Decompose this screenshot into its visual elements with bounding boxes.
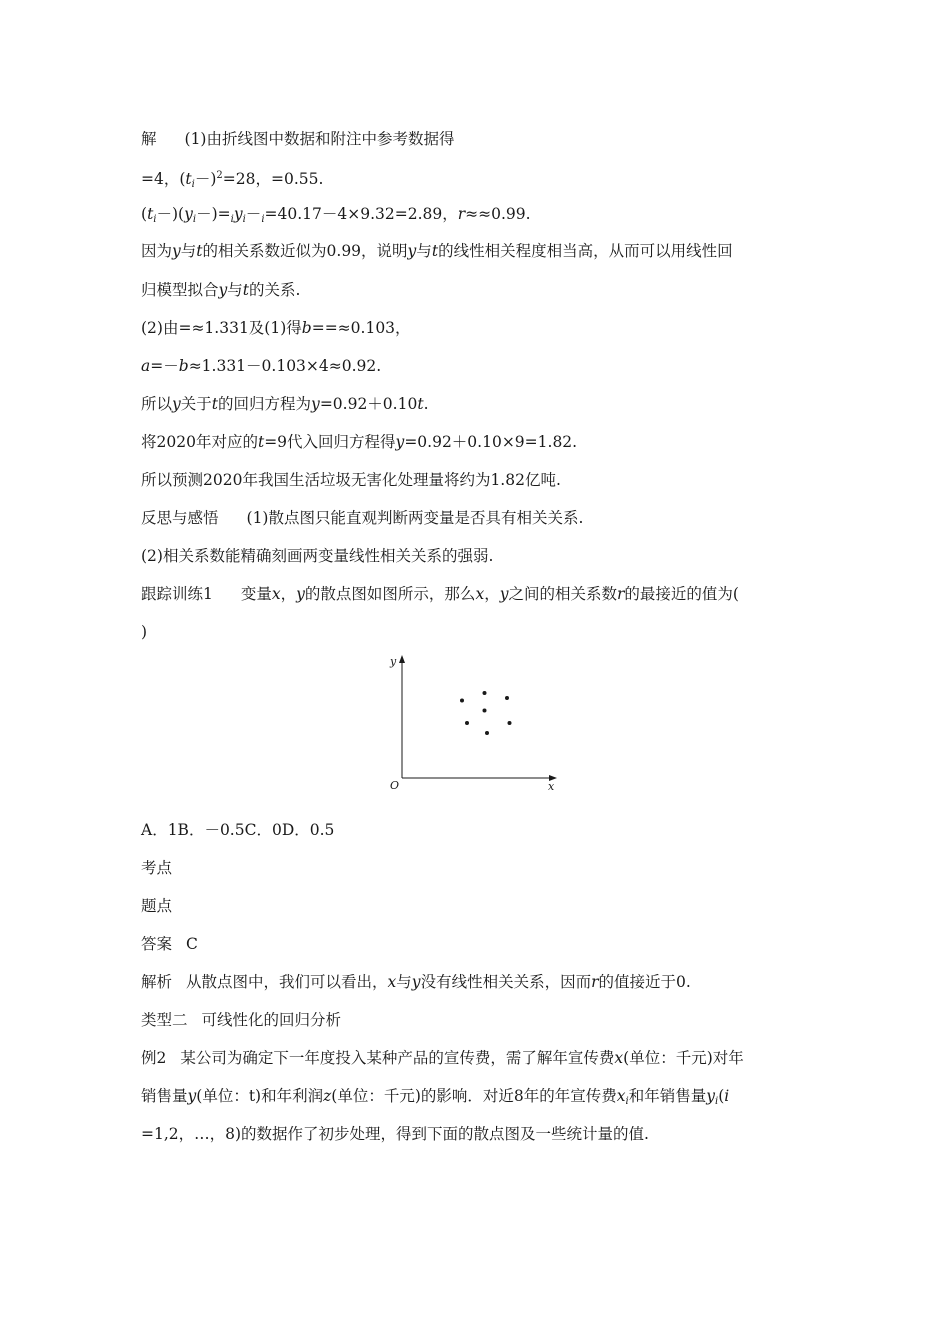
text-span: ， bbox=[280, 585, 297, 603]
example2-line-2 bbox=[141, 1085, 821, 1113]
exercise-line-2 bbox=[141, 621, 821, 643]
solution-line-3 bbox=[141, 203, 821, 231]
scatter-point-6 bbox=[485, 731, 489, 735]
text-span: 没有线性相关关系，因而 bbox=[420, 973, 592, 991]
text-span: 的值接近于0. bbox=[598, 973, 691, 991]
text-span: y bbox=[184, 205, 193, 223]
text-span: 与 bbox=[396, 973, 412, 991]
text-span: 因为 bbox=[141, 242, 173, 260]
text-span: 某公司为确定下一年度投入某种产品的宣传费，需了解年宣传费 bbox=[180, 1049, 615, 1067]
text-span: 例2 bbox=[141, 1049, 167, 1067]
text-span: 所以 bbox=[141, 395, 173, 413]
text-span: 的线性相关程度相当高，从而可以用线性回 bbox=[438, 242, 733, 260]
text-span: ==≈0.103， bbox=[311, 319, 411, 337]
solution-line-7 bbox=[141, 355, 821, 377]
text-span: ) bbox=[141, 623, 148, 641]
text-span: 销售量 bbox=[141, 1087, 188, 1105]
text-span: y bbox=[172, 242, 181, 260]
text-span: C bbox=[186, 935, 198, 953]
text-span: i bbox=[192, 214, 197, 225]
text-span: 变量 bbox=[240, 585, 272, 603]
origin-label: O bbox=[390, 779, 400, 792]
text-span: 的相关系数近似为0.99，说明 bbox=[202, 242, 408, 260]
text-span: (2)由=≈1.331及(1)得 bbox=[141, 319, 302, 337]
text-span: 将2020年对应的 bbox=[141, 433, 258, 451]
solution-line-6 bbox=[141, 317, 821, 339]
text-span: 2 bbox=[216, 170, 223, 181]
text-span: =28，=0.55. bbox=[222, 170, 324, 188]
example2-line-1 bbox=[141, 1047, 821, 1069]
text-span: 与 bbox=[227, 281, 243, 299]
text-span: y bbox=[395, 433, 405, 451]
scatter-plot bbox=[380, 652, 570, 798]
text-span: 所以预测2020年我国生活垃圾无害化处理量将约为1.82亿吨. bbox=[141, 471, 561, 489]
text-span: t bbox=[417, 395, 424, 413]
text-span: i bbox=[230, 214, 234, 225]
text-span: z bbox=[323, 1087, 332, 1105]
text-span: y bbox=[311, 395, 320, 413]
text-span: b bbox=[301, 319, 312, 337]
text-span: t bbox=[196, 242, 203, 260]
text-span: 的关系. bbox=[249, 281, 301, 299]
text-span: ， bbox=[484, 585, 500, 603]
text-span: ( bbox=[141, 205, 148, 223]
text-span: =0.92＋0.10×9=1.82. bbox=[404, 433, 578, 451]
text-span: 反思与感悟 bbox=[141, 509, 219, 527]
text-span: i bbox=[153, 214, 157, 225]
text-span: (1)由折线图中数据和附注中参考数据得 bbox=[184, 130, 455, 148]
scatter-points bbox=[460, 691, 512, 735]
scatter-point-7 bbox=[508, 721, 512, 725]
text-span: (1)散点图只能直观判断两变量是否具有相关关系. bbox=[246, 509, 584, 527]
text-span: y bbox=[172, 395, 181, 413]
text-span: ( bbox=[718, 1087, 725, 1105]
text-span: 解 bbox=[141, 130, 157, 148]
text-span: A．1B．－0.5C．0D．0.5 bbox=[141, 821, 335, 839]
text-span: =1,2，…，8)的数据作了初步处理，得到下面的散点图及一些统计量的值. bbox=[141, 1125, 649, 1143]
text-span: ≈≈0.99. bbox=[465, 205, 531, 223]
example2-line-3 bbox=[141, 1123, 821, 1145]
reflection-line-2 bbox=[141, 545, 821, 567]
answer-line bbox=[141, 933, 821, 955]
text-span: (单位：千元)的影响．对近8年的年宣传费 bbox=[331, 1087, 617, 1105]
text-span: 关于 bbox=[180, 395, 212, 413]
text-span: 与 bbox=[180, 242, 197, 260]
text-span: t bbox=[185, 170, 192, 188]
text-span: y bbox=[233, 205, 243, 223]
text-span: r bbox=[457, 205, 466, 223]
text-span: i bbox=[724, 1087, 730, 1105]
x-axis-label: x bbox=[548, 780, 555, 793]
text-span: a bbox=[141, 357, 151, 375]
y-axis-label: y bbox=[390, 655, 397, 668]
text-span: x bbox=[616, 1087, 626, 1105]
text-span: x bbox=[614, 1049, 624, 1067]
text-span: y bbox=[187, 1087, 197, 1105]
text-span: i bbox=[714, 1096, 719, 1107]
scatter-point-2 bbox=[483, 691, 487, 695]
text-span: . bbox=[423, 395, 429, 413]
text-span: =4，( bbox=[141, 170, 186, 188]
kaodian bbox=[141, 857, 821, 879]
text-span: i bbox=[191, 179, 195, 190]
text-span: 从散点图中，我们可以看出， bbox=[186, 973, 388, 991]
scatter-point-5 bbox=[465, 721, 469, 725]
text-span: ≈1.331－0.103×4≈0.92. bbox=[188, 357, 382, 375]
solution-line-8 bbox=[141, 393, 821, 415]
text-span: t bbox=[211, 395, 219, 413]
text-span: x bbox=[475, 585, 485, 603]
text-span: i bbox=[242, 214, 246, 225]
y-axis-arrow bbox=[399, 655, 405, 663]
text-span: (单位：千元)对年 bbox=[623, 1049, 744, 1067]
text-span: y bbox=[407, 242, 417, 260]
exercise-options bbox=[141, 819, 821, 841]
text-span: =－ bbox=[150, 357, 179, 375]
text-span: 之间的相关系数 bbox=[508, 585, 617, 603]
reflection-line-1 bbox=[141, 507, 821, 529]
text-span: 的散点图如图所示，那么 bbox=[304, 585, 476, 603]
text-span: t bbox=[431, 242, 439, 260]
text-span: t bbox=[147, 205, 154, 223]
text-span: =40.17－4×9.32=2.89， bbox=[264, 205, 458, 223]
text-span: r bbox=[591, 973, 599, 991]
analysis-line bbox=[141, 971, 821, 993]
text-span: 的最接近的值为( bbox=[624, 585, 739, 603]
solution-line-1 bbox=[141, 128, 821, 150]
text-span: 和年销售量 bbox=[628, 1087, 707, 1105]
text-span: (2)相关系数能精确刻画两变量线性相关关系的强弱. bbox=[141, 547, 494, 565]
scatter-point-4 bbox=[483, 709, 487, 713]
text-span: 的回归方程为 bbox=[218, 395, 312, 413]
text-span: 类型二 bbox=[141, 1011, 188, 1029]
text-span: r bbox=[616, 585, 625, 603]
text-span: 跟踪训练1 bbox=[141, 585, 213, 603]
text-span: y bbox=[706, 1087, 715, 1105]
text-span: －) bbox=[194, 170, 217, 188]
text-span: t bbox=[242, 281, 250, 299]
solution-line-9 bbox=[141, 431, 821, 453]
solution-line-5 bbox=[141, 279, 821, 301]
tidian bbox=[141, 895, 821, 917]
text-span: y bbox=[411, 973, 421, 991]
text-span: 与 bbox=[416, 242, 432, 260]
text-span: 题点 bbox=[141, 897, 173, 915]
text-span: y bbox=[218, 281, 228, 299]
text-span: － bbox=[245, 205, 262, 223]
text-span: y bbox=[499, 585, 509, 603]
text-span: 可线性化的回归分析 bbox=[201, 1011, 342, 1029]
text-span: i bbox=[261, 214, 265, 225]
text-span: －)= bbox=[196, 205, 231, 223]
scatter-point-1 bbox=[460, 699, 464, 703]
solution-line-10 bbox=[141, 469, 821, 491]
text-span: 解析 bbox=[141, 973, 173, 991]
solution-line-2 bbox=[141, 165, 821, 196]
text-span: x bbox=[271, 585, 281, 603]
scatter-point-3 bbox=[505, 696, 509, 700]
text-span: 考点 bbox=[141, 859, 173, 877]
text-span: =9代入回归方程得 bbox=[264, 433, 396, 451]
text-span: 答案 bbox=[141, 935, 173, 953]
section-heading bbox=[141, 1009, 821, 1031]
text-span: =0.92＋0.10 bbox=[319, 395, 418, 413]
text-span: 归模型拟合 bbox=[141, 281, 219, 299]
text-span: t bbox=[257, 433, 265, 451]
text-span: i bbox=[625, 1096, 629, 1107]
solution-line-4 bbox=[141, 240, 821, 262]
exercise-line-1 bbox=[141, 583, 821, 605]
text-span: y bbox=[296, 585, 305, 603]
text-span: b bbox=[178, 357, 189, 375]
text-span: －)( bbox=[156, 205, 185, 223]
text-span: x bbox=[387, 973, 397, 991]
text-span: (单位：t)和年利润 bbox=[196, 1087, 324, 1105]
